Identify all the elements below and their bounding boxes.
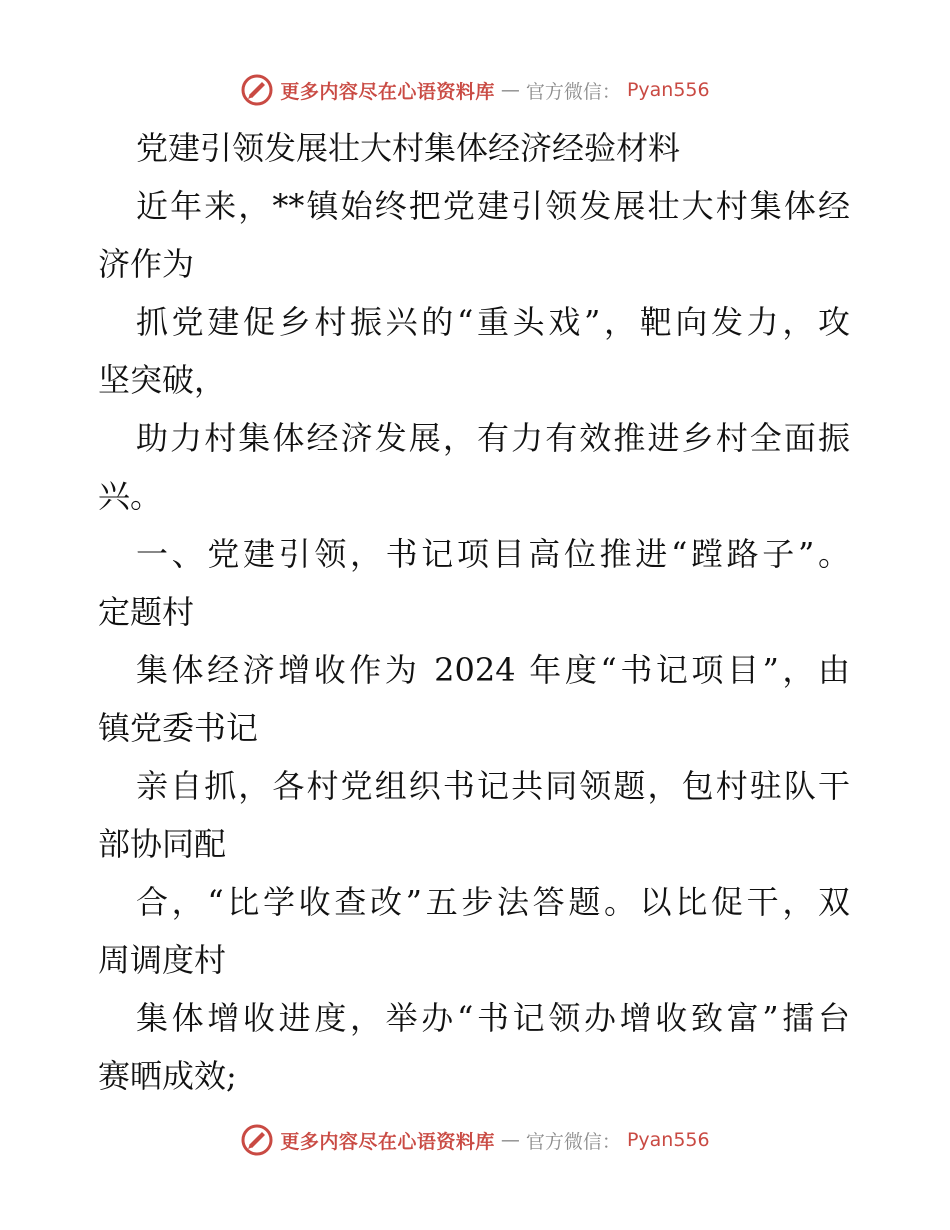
paragraph-line: 济作为	[98, 245, 195, 283]
watermark-brand-text: 更多内容尽在心语资料库	[280, 80, 495, 103]
watermark-label: 官方微信：	[525, 80, 621, 103]
paragraph-line: 集体增收进度，举办“书记领办增收致富”擂台	[136, 999, 850, 1037]
watermark-separator: —	[500, 79, 520, 101]
paragraph-line: 集体经济增收作为 2024 年度“书记项目”，由	[136, 651, 850, 689]
document-title: 党建引领发展壮大村集体经济经验材料	[136, 129, 681, 167]
paragraph-line: 亲自抓，各村党组织书记共同领题，包村驻队干	[136, 767, 850, 805]
book-pen-icon	[240, 1123, 274, 1157]
watermark-separator: —	[500, 1129, 520, 1151]
footer-watermark	[0, 1120, 950, 1160]
book-pen-icon	[240, 73, 274, 107]
paragraph-line: 合，“比学收查改”五步法答题。以比促干，双	[136, 883, 850, 921]
header-watermark	[0, 70, 950, 110]
paragraph-line: 赛晒成效;	[98, 1057, 237, 1095]
watermark-wechat-id: Pyan556	[626, 79, 710, 101]
paragraph-line: 周调度村	[98, 941, 227, 979]
paragraph-line: 部协同配	[98, 825, 227, 863]
paragraph-line: 坚突破，	[98, 361, 227, 399]
paragraph-line: 定题村	[98, 593, 195, 631]
paragraph-line: 近年来，**镇始终把党建引领发展壮大村集体经	[136, 187, 850, 225]
watermark-label: 官方微信：	[525, 1130, 621, 1153]
watermark-brand-text: 更多内容尽在心语资料库	[280, 1130, 495, 1153]
paragraph-line: 镇党委书记	[98, 709, 259, 747]
watermark-wechat-id: Pyan556	[626, 1129, 710, 1151]
paragraph-line: 兴。	[98, 477, 163, 515]
section-heading-line: 一、党建引领，书记项目高位推进“蹚路子”。	[136, 535, 850, 573]
paragraph-line: 助力村集体经济发展，有力有效推进乡村全面振	[136, 419, 850, 457]
paragraph-line: 抓党建促乡村振兴的“重头戏”，靶向发力，攻	[136, 303, 850, 341]
